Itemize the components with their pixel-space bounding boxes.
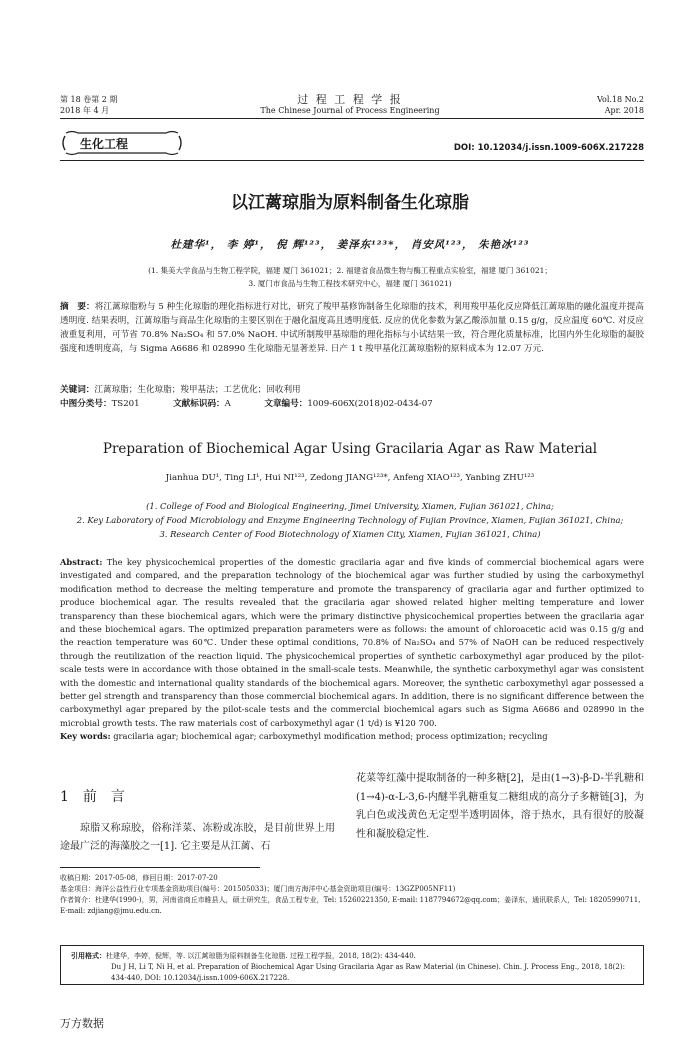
section-tag: 生化工程: [80, 137, 129, 151]
journal-name: 过 程 工 程 学 报 The Chinese Journal of Process Engineering: [260, 93, 440, 115]
fund-info: 基金项目：海洋公益性行业专项基金资助项目(编号：201505033)；厦门南方海洋中心基金资助项目(编号：13GZP005NF11): [60, 885, 456, 893]
authors-cn: 杜建华¹， 李 婷¹， 倪 辉¹²³， 姜泽东¹²³*， 肖安风¹²³， 朱艳冰¹²³: [170, 239, 530, 251]
header-rule: [60, 118, 644, 119]
affiliation-en-2: 2. Key Laboratory of Food Microbiology and Enzyme Engineering Technology of Fujian Province, Xiamen, Fujian 361021, China;: [76, 515, 624, 525]
citation-box: 引用格式：杜建华，李婷，倪辉，等. 以江蓠琼脂为原料制备生化琼脂. 过程工程学报，2018, 18(2): 434-440. Du J H, Li T, Ni H, et al. Preparation of Biochemical Agar Using Gracilaria Agar as Raw Material (in Chinese). Chin. J. Process Eng., 2018, 18(2): 434-440, DOI: 10.12034/j.issn.1009-606X.217228.: [60, 945, 644, 985]
section-tag-logo: [62, 130, 182, 156]
affiliation-cn-2: 3. 厦门市食品与生物工程技术研究中心，福建 厦门 361021): [248, 279, 452, 288]
doi: DOI: 10.12034/j.issn.1009-606X.217228: [453, 143, 644, 153]
section-heading: 1 前 言: [60, 789, 125, 805]
author-info: 作者简介：杜建华(1990-)，男，河南省商丘市睢县人，硕士研究生，食品工程专业，Tel: 15260221350, E-mail: 1187794672@qq.com；姜泽东，通讯联系人，Tel: 18205990711, E-mail: zdjiang@jmu.edu.cn.: [60, 896, 641, 915]
affiliation-en-1: (1. College of Food and Biological Engineering, Jimei University, Xiamen, Fujian 361021, China;: [146, 501, 554, 511]
received-date: 收稿日期：2017-05-08，修回日期：2017-07-20: [60, 874, 218, 882]
abstract-cn: 摘 要：将江蓠琼脂粉与 5 种生化琼脂的理化指标进行对比，研究了羧甲基修饰制备生化琼脂的技术，利用羧甲基化反应降低江蓠琼脂的融化温度并提高透明度. 结果表明，江蓠琼脂与商品生化琼脂的主要区别在于融化温度高且透明度低. 反应的优化参数为氯乙酸添加量 0.15 g/g，反应温度 60℃. 对反应液重复利用，可节省 70.8% Na₂SO₄ 和 57.0% NaOH. 中试所制羧甲基琼脂的理化指标与小试结果一致，符合理化质量标准，比国内外生化琼脂的凝胶强度和透明度高，与 Sigma A6686 和 028990 生化琼脂无显著差异. 日产 1 t 羧甲基化江蓠琼脂粉的原料成本为 12.07 万元.: [60, 302, 644, 354]
keywords-cn: 关键词：江蓠琼脂；生化琼脂；羧甲基法；工艺优化；回收利用: [60, 385, 301, 395]
title-en: Preparation of Biochemical Agar Using Gracilaria Agar as Raw Material: [102, 441, 598, 457]
affiliation-cn-1: (1. 集美大学食品与生物工程学院，福建 厦门 361021；2. 福建省食品微生物与酶工程重点实验室，福建 厦门 361021；: [148, 266, 552, 275]
watermark-text: 万方数据: [60, 1017, 104, 1030]
body-text-col2: 花菜等红藻中提取制备的一种多糖[2]，是由(1→3)-β-D-半乳糖和(1→4)-α-L-3,6-内醚半乳糖重复二糖组成的高分子多糖链[3]，为乳白色或浅黄色无定型半透明固体，溶于热水，具有很好的胶凝性和凝胶稳定性.: [356, 773, 644, 840]
body-text-col1: 琼脂又称琼胶，俗称洋菜、冻粉或冻胶，是目前世界上用途最广泛的海藻胶之一[1]. 它主要是从江蓠、石: [60, 823, 335, 852]
volume-issue-cn: 第 18 卷第 2 期 2018 年 4 月: [60, 95, 118, 115]
classification-line: 中图分类号：TS201 文献标识码：A 文章编号：1009-606X(2018)02-0434-07: [60, 399, 433, 409]
abstract-en: Abstract: The key physicochemical properties of the domestic gracilaria agar and five kinds of commercial biochemical agars were investigated and compared, and the preparation technology of the biochemical agar was further studied by using the carboxymethyl modification method to decrease the melting temperature and promote the transparency of gracilaria agar and further optimized to produce biochemical agar. The results revealed that the gracilaria agar showed related higher melting temperature and lower transparency than these biochemical agars, which were the primary distinctive physicochemical properties between the gracilaria agar and these biochemical agars. The optimized preparation parameters were as follows: the amount of chloroacetic acid was 0.15 g/g and the reaction temperature was 60℃. Under these optimal conditions, 70.8% of Na₂SO₄ and 57% of NaOH can be reduced respectively through the reutilization of the reaction liquid. The physicochemical properties of synthetic carboxymethyl agar produced by the pilot-scale tests were in accordance with those obtained in the small-scale tests. Meanwhile, the synthetic carboxymethyl agar was consistent with the domestic and international quality standards of the biochemical agars. Moreover, the synthetic carboxymethyl agar possessed a better gel strength and transparency than those commercial biochemical agars. In addition, there is no significant difference between the carboxymethyl agar prepared by the pilot-scale tests and the commercial biochemical agars such as Sigma A6686 and 028990 in the microbial growth tests. The raw materials cost of carboxymethyl agar (1 t/d) is ¥120 700. Key words: gracilaria agar; biochemical agar; carboxymethyl modification method; process optimization; recycling: [60, 557, 644, 742]
affiliation-en-3: 3. Research Center of Food Biotechnology of Xiamen City, Xiamen, Fujian 361021, China): [159, 529, 541, 539]
volume-issue-en: Vol.18 No.2 Apr. 2018: [597, 95, 644, 115]
authors-en: Jianhua DU¹, Ting LI¹, Hui NI¹²³, Zedong JIANG¹²³*, Anfeng XIAO¹²³, Yanbing ZHU¹²³: [165, 473, 535, 483]
doi-rule: [60, 160, 644, 161]
footnote-rule: [60, 867, 260, 868]
title-cn: 以江蓠琼脂为原料制备生化琼脂: [231, 193, 469, 213]
